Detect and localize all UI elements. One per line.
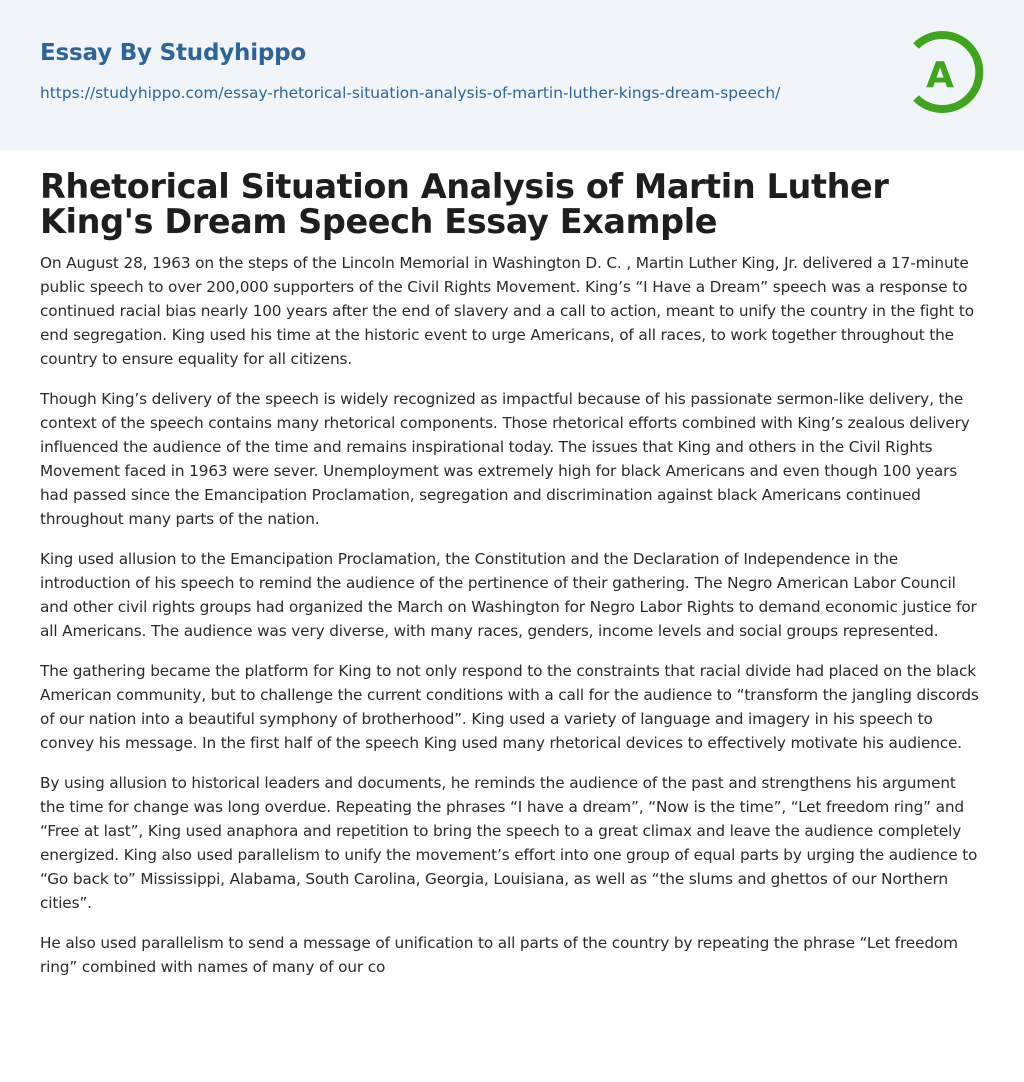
paragraph: He also used parallelism to send a message of unification to all parts of the country by repeating the phrase “Let freedom ring” combined with names of many of our co (40, 934, 958, 976)
site-header (0, 0, 1024, 150)
paragraph: The gathering became the platform for King to not only respond to the constraints that racial divide had placed on the black American community, but to challenge the current conditions with a call for the audience to “transform the jangling discords of our nation into a beautiful symphony of brotherhood”. King used a variety of language and imagery in his speech to convey his message. In the first half of the speech King used many rhetorical devices to effectively motivate his audience. (40, 662, 979, 752)
source-url-link[interactable]: https://studyhippo.com/essay-rhetorical-situation-analysis-of-martin-luther-kings-dream-speech/ (40, 84, 781, 102)
brand-title[interactable]: Essay By Studyhippo (40, 40, 307, 66)
article (40, 169, 984, 995)
logo-letter: A (926, 55, 954, 96)
page-title: Rhetorical Situation Analysis of Martin Luther King's Dream Speech Essay Example (40, 167, 889, 241)
paragraph: By using allusion to historical leaders and documents, he reminds the audience of the past and strengthens his argument the time for change was long overdue. Repeating the phrases “I have a dream”, “Now is the time”, “Let freedom ring” and “Free at last”, King used anaphora and repetition to bring the speech to a great climax and leave the audience completely energized. King also used parallelism to unify the movement’s effort into one group of equal parts by urging the audience to “Go back to” Mississippi, Alabama, South Carolina, Georgia, Louisiana, as well as “the slums and ghettos of our Northern cities”. (40, 774, 978, 912)
circle-a-logo-icon[interactable] (908, 28, 988, 116)
paragraph: Though King’s delivery of the speech is widely recognized as impactful because of his passionate sermon-like delivery, the context of the speech contains many rhetorical components. Those rhetorical efforts combined with King’s zealous delivery influenced the audience of the time and remains inspirational today. The issues that King and others in the Civil Rights Movement faced in 1963 were sever. Unemployment was extremely high for black Americans and even though 100 years had passed since the Emancipation Proclamation, segregation and discrimination against black Americans continued throughout many parts of the nation. (40, 390, 970, 528)
paragraph: King used allusion to the Emancipation Proclamation, the Constitution and the Declaration of Independence in the introduction of his speech to remind the audience of the pertinence of their gathering. The Negro American Labor Council and other civil rights groups had organized the March on Washington for Negro Labor Rights to demand economic justice for all Americans. The audience was very diverse, with many races, genders, income levels and social groups represented. (40, 550, 977, 640)
paragraph: On August 28, 1963 on the steps of the Lincoln Memorial in Washington D. C. , Martin Luther King, Jr. delivered a 17-minute public speech to over 200,000 supporters of the Civil Rights Movement. King’s “I Have a Dream” speech was a response to continued racial bias nearly 100 years after the end of slavery and a call to action, meant to unify the country in the fight to end segregation. King used his time at the historic event to urge Americans, of all races, to work together throughout the country to ensure equality for all citizens. (40, 254, 974, 368)
